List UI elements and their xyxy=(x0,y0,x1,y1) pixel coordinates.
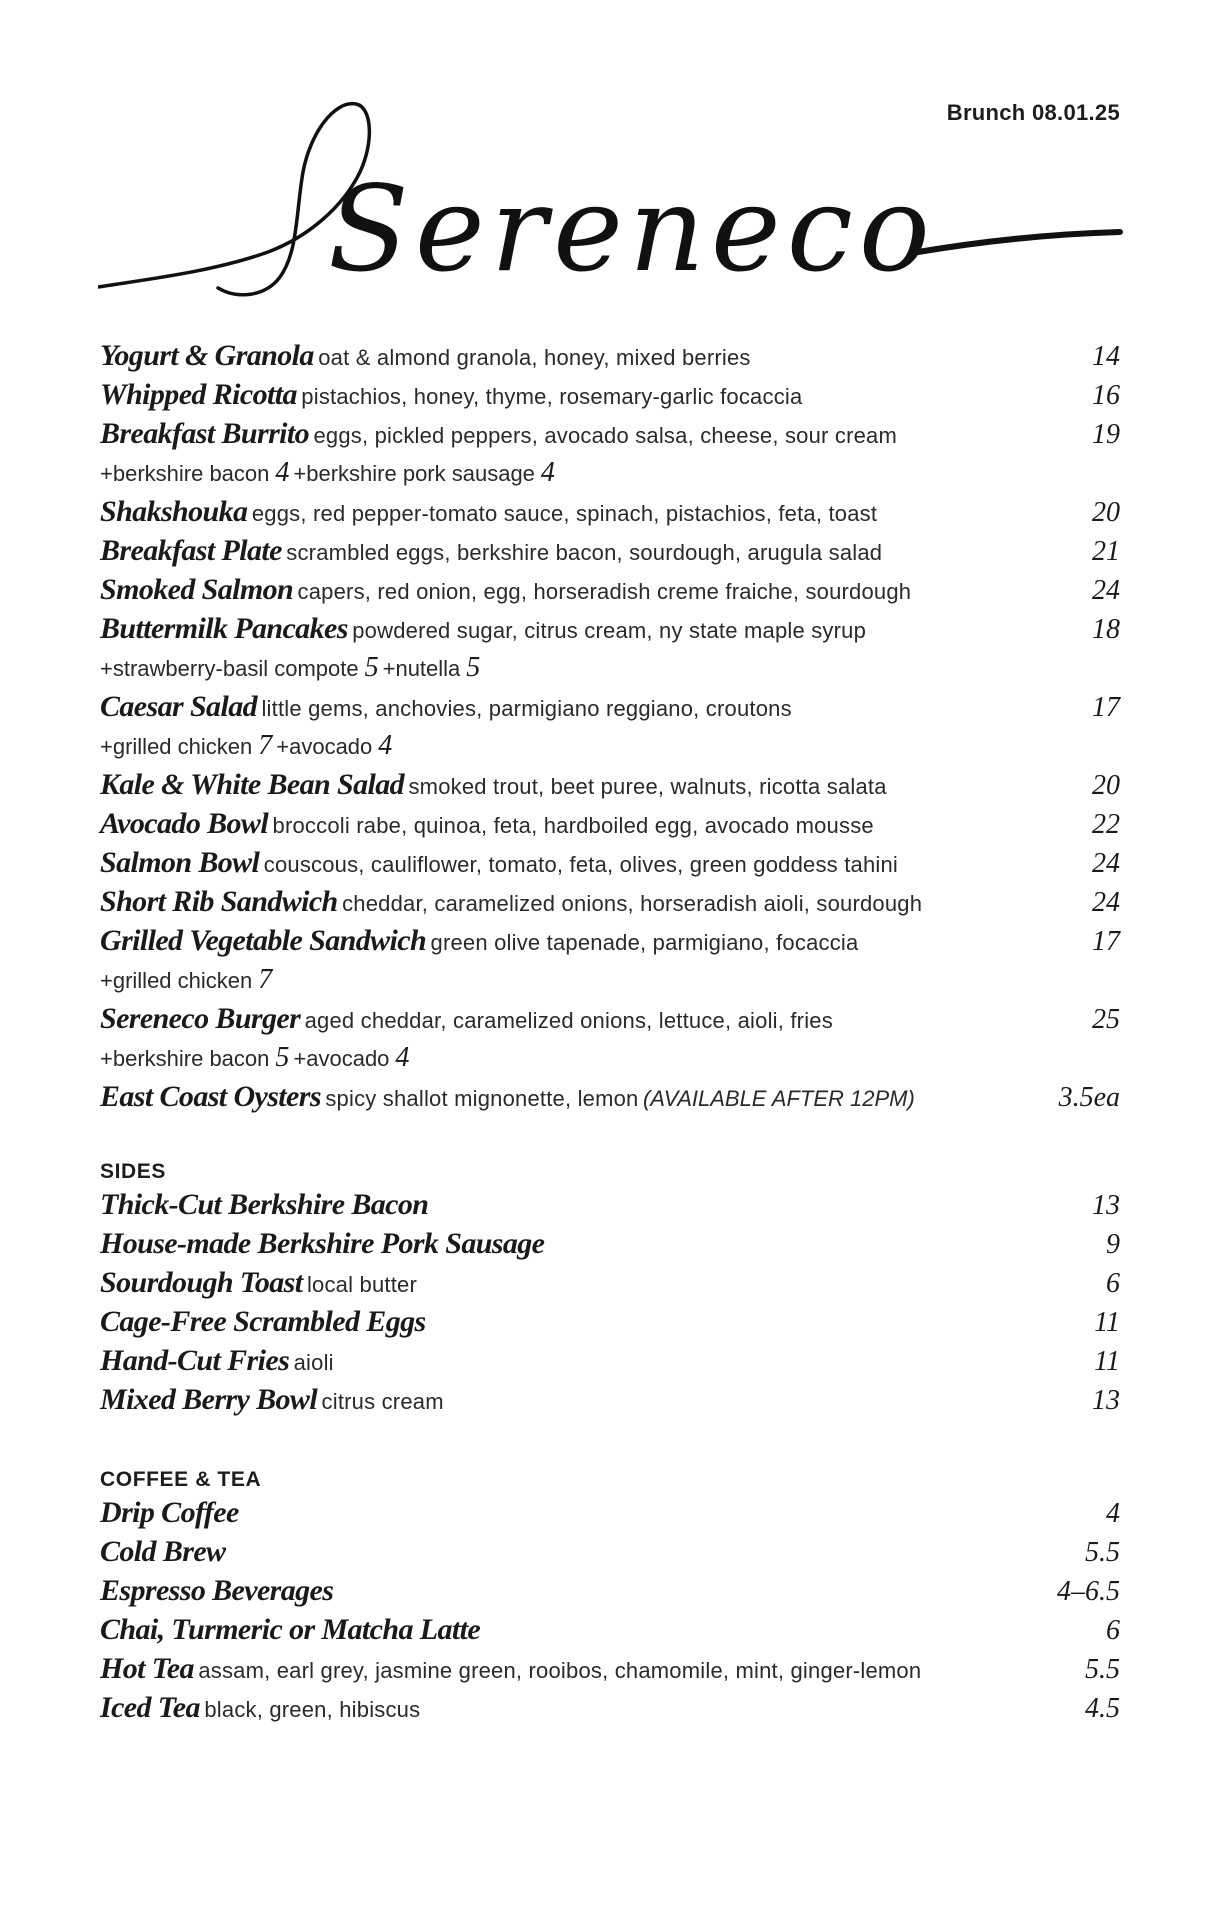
menu-item-line xyxy=(100,1652,921,1686)
addon-name: +berkshire bacon xyxy=(100,461,270,486)
menu-item-price: 5.5 xyxy=(1085,1537,1120,1568)
menu-item-addons xyxy=(100,964,1120,1003)
side-menu-item xyxy=(100,1345,1120,1384)
menu-item-name: Whipped Ricotta xyxy=(100,378,297,411)
menu-item-name: Avocado Bowl xyxy=(100,807,269,840)
menu-item-name: Sereneco Burger xyxy=(100,1002,301,1035)
menu-item-price: 24 xyxy=(1092,887,1120,918)
sides-menu-section xyxy=(100,1189,1120,1423)
menu-item-line xyxy=(100,690,792,724)
sereneco-logo xyxy=(98,92,1123,324)
menu-item-line xyxy=(100,1383,444,1417)
brunch-menu-item xyxy=(100,379,1120,418)
menu-item-price: 24 xyxy=(1092,575,1120,606)
menu-item-line xyxy=(100,573,911,607)
addon-line xyxy=(100,730,396,762)
addon-name: +grilled chicken xyxy=(100,734,253,759)
menu-item-line xyxy=(100,1496,239,1530)
menu-item-line xyxy=(100,1691,420,1725)
menu-item-name: Buttermilk Pancakes xyxy=(100,612,348,645)
menu-item-line xyxy=(100,1188,428,1222)
menu-item-description: scrambled eggs, berkshire bacon, sourdough, arugula salad xyxy=(286,540,883,565)
beverage-menu-item xyxy=(100,1653,1120,1692)
menu-item-description: green olive tapenade, parmigiano, focaccia xyxy=(430,930,859,955)
menu-item-description: cheddar, caramelized onions, horseradish aioli, sourdough xyxy=(342,891,923,916)
brunch-menu-item xyxy=(100,340,1120,379)
menu-item-addons xyxy=(100,1042,1120,1081)
menu-item-line xyxy=(100,768,887,802)
addon-line xyxy=(100,652,484,684)
menu-item-name: Breakfast Plate xyxy=(100,534,282,567)
beverage-menu-item xyxy=(100,1536,1120,1575)
menu-item-name: Yogurt & Granola xyxy=(100,339,314,372)
menu-item-line xyxy=(100,417,897,451)
menu-item-line xyxy=(100,1574,333,1608)
addon-name: +berkshire bacon xyxy=(100,1046,270,1071)
beverage-menu-item xyxy=(100,1692,1120,1731)
menu-item-price: 6 xyxy=(1106,1615,1120,1646)
menu-item-price: 16 xyxy=(1092,380,1120,411)
side-menu-item xyxy=(100,1267,1120,1306)
menu-item-description: couscous, cauliflower, tomato, feta, olives, green goddess tahini xyxy=(263,852,898,877)
menu-item-name: Sourdough Toast xyxy=(100,1266,303,1299)
menu-item-description: aged cheddar, caramelized onions, lettuce, aioli, fries xyxy=(304,1008,833,1033)
menu-item-price: 4 xyxy=(1106,1498,1120,1529)
menu-item-description: local butter xyxy=(306,1272,417,1297)
addon-name: +grilled chicken xyxy=(100,968,253,993)
brunch-menu-item xyxy=(100,574,1120,613)
menu-item-price: 14 xyxy=(1092,341,1120,372)
logo-wordmark: Sereneco xyxy=(328,160,936,298)
menu-item-line xyxy=(100,1613,480,1647)
menu-item-price: 25 xyxy=(1092,1004,1120,1035)
menu-item-price: 19 xyxy=(1092,419,1120,450)
menu-item-addons xyxy=(100,457,1120,496)
brunch-menu-item xyxy=(100,886,1120,925)
menu-item-line xyxy=(100,1227,544,1261)
menu-item-name: Chai, Turmeric or Matcha Latte xyxy=(100,1613,481,1646)
addon-line xyxy=(100,1042,413,1074)
sides-section-title: SIDES xyxy=(100,1160,167,1183)
menu-item-line xyxy=(100,1535,225,1569)
brunch-menu-item xyxy=(100,535,1120,574)
menu-item-description: eggs, pickled peppers, avocado salsa, cheese, sour cream xyxy=(313,423,897,448)
menu-item-name: Drip Coffee xyxy=(100,1496,239,1529)
brunch-menu-item xyxy=(100,496,1120,535)
menu-item-price: 5.5 xyxy=(1085,1654,1120,1685)
menu-item-line xyxy=(100,534,882,568)
addon-name: +nutella xyxy=(382,656,461,681)
menu-item-name: House-made Berkshire Pork Sausage xyxy=(100,1227,545,1260)
menu-item-price: 24 xyxy=(1092,848,1120,879)
menu-item-price: 22 xyxy=(1092,809,1120,840)
menu-item-line xyxy=(100,924,858,958)
menu-item-description: citrus cream xyxy=(321,1389,444,1414)
menu-item-name: Salmon Bowl xyxy=(100,846,260,879)
menu-item-line xyxy=(100,1002,833,1036)
coffee-tea-menu-section xyxy=(100,1497,1120,1731)
menu-date-label: Brunch 08.01.25 xyxy=(946,100,1120,125)
menu-item-price: 3.5ea xyxy=(1058,1082,1120,1113)
menu-item-description: assam, earl grey, jasmine green, rooibos, chamomile, mint, ginger-lemon xyxy=(198,1658,922,1683)
addon-price: 4 xyxy=(540,457,555,488)
menu-item-name: Grilled Vegetable Sandwich xyxy=(100,924,427,957)
menu-item-price: 6 xyxy=(1106,1268,1120,1299)
brunch-menu-item xyxy=(100,769,1120,808)
menu-item-description: smoked trout, beet puree, walnuts, ricotta salata xyxy=(408,774,887,799)
menu-item-description: pistachios, honey, thyme, rosemary-garlic focaccia xyxy=(301,384,803,409)
brunch-menu-section xyxy=(100,340,1120,1120)
brunch-menu-item xyxy=(100,808,1120,847)
brunch-menu-item xyxy=(100,1081,1120,1120)
menu-item-description: aioli xyxy=(293,1350,334,1375)
addon-price: 4 xyxy=(275,457,290,488)
addon-line xyxy=(100,457,559,489)
menu-item-name: Mixed Berry Bowl xyxy=(100,1383,318,1416)
addon-name: +berkshire pork sausage xyxy=(293,461,535,486)
brunch-menu-item xyxy=(100,418,1120,457)
side-menu-item xyxy=(100,1306,1120,1345)
menu-item-price: 4–6.5 xyxy=(1057,1576,1120,1607)
addon-name: +avocado xyxy=(293,1046,390,1071)
menu-item-description: little gems, anchovies, parmigiano reggiano, croutons xyxy=(261,696,792,721)
menu-item-availability-note: (AVAILABLE AFTER 12PM) xyxy=(642,1086,915,1111)
menu-item-name: Iced Tea xyxy=(100,1691,200,1724)
menu-item-addons xyxy=(100,730,1120,769)
brunch-menu-item xyxy=(100,691,1120,730)
menu-item-name: Espresso Beverages xyxy=(100,1574,334,1607)
menu-item-line xyxy=(100,339,751,373)
menu-item-price: 11 xyxy=(1094,1346,1120,1377)
menu-item-name: Hot Tea xyxy=(100,1652,194,1685)
menu-item-name: Caesar Salad xyxy=(100,690,257,723)
menu-item-description: broccoli rabe, quinoa, feta, hardboiled egg, avocado mousse xyxy=(272,813,874,838)
side-menu-item xyxy=(100,1228,1120,1267)
menu-item-line xyxy=(100,846,898,880)
brunch-menu-item xyxy=(100,1003,1120,1042)
menu-item-name: East Coast Oysters xyxy=(100,1080,321,1113)
menu-item-description: oat & almond granola, honey, mixed berries xyxy=(318,345,751,370)
menu-item-name: Smoked Salmon xyxy=(100,573,294,606)
menu-item-price: 20 xyxy=(1092,770,1120,801)
menu-item-price: 21 xyxy=(1092,536,1120,567)
side-menu-item xyxy=(100,1384,1120,1423)
menu-item-description: capers, red onion, egg, horseradish creme fraiche, sourdough xyxy=(297,579,912,604)
addon-price: 4 xyxy=(378,730,393,761)
menu-item-name: Shakshouka xyxy=(100,495,248,528)
menu-item-name: Breakfast Burrito xyxy=(100,417,310,450)
coffee-tea-section-title: COFFEE & TEA xyxy=(100,1468,262,1491)
menu-item-line xyxy=(100,1305,426,1339)
addon-price: 7 xyxy=(258,730,273,761)
menu-item-line xyxy=(100,807,874,841)
addon-price: 5 xyxy=(275,1042,290,1073)
menu-item-price: 9 xyxy=(1106,1229,1120,1260)
menu-item-price: 17 xyxy=(1092,692,1120,723)
menu-item-name: Cold Brew xyxy=(100,1535,226,1568)
addon-name: +avocado xyxy=(276,734,373,759)
addon-name: +strawberry-basil compote xyxy=(100,656,359,681)
menu-item-name: Short Rib Sandwich xyxy=(100,885,338,918)
addon-price: 5 xyxy=(466,652,481,683)
menu-item-price: 13 xyxy=(1092,1385,1120,1416)
menu-item-description: black, green, hibiscus xyxy=(204,1697,421,1722)
brunch-menu-item xyxy=(100,613,1120,652)
menu-item-description: spicy shallot mignonette, lemon xyxy=(325,1086,639,1111)
logo-swash-right xyxy=(918,232,1120,252)
menu-item-line xyxy=(100,378,802,412)
menu-item-line xyxy=(100,1080,915,1114)
menu-item-description: eggs, red pepper-tomato sauce, spinach, pistachios, feta, toast xyxy=(251,501,878,526)
menu-item-price: 13 xyxy=(1092,1190,1120,1221)
brunch-menu-item xyxy=(100,925,1120,964)
menu-item-description: powdered sugar, citrus cream, ny state maple syrup xyxy=(352,618,867,643)
menu-item-name: Kale & White Bean Salad xyxy=(100,768,405,801)
addon-price: 4 xyxy=(395,1042,410,1073)
menu-item-price: 17 xyxy=(1092,926,1120,957)
addon-price: 7 xyxy=(258,964,273,995)
brunch-menu-item xyxy=(100,847,1120,886)
menu-item-name: Cage-Free Scrambled Eggs xyxy=(100,1305,426,1338)
addon-line xyxy=(100,964,276,996)
menu-item-line xyxy=(100,1344,334,1378)
addon-price: 5 xyxy=(364,652,379,683)
menu-item-name: Hand-Cut Fries xyxy=(100,1344,290,1377)
menu-item-price: 11 xyxy=(1094,1307,1120,1338)
menu-item-price: 18 xyxy=(1092,614,1120,645)
side-menu-item xyxy=(100,1189,1120,1228)
menu-item-price: 20 xyxy=(1092,497,1120,528)
beverage-menu-item xyxy=(100,1614,1120,1653)
beverage-menu-item xyxy=(100,1575,1120,1614)
beverage-menu-item xyxy=(100,1497,1120,1536)
logo-script-graphic xyxy=(98,92,1123,324)
menu-item-name: Thick-Cut Berkshire Bacon xyxy=(100,1188,429,1221)
menu-item-line xyxy=(100,495,877,529)
menu-item-price: 4.5 xyxy=(1085,1693,1120,1724)
menu-item-line xyxy=(100,885,922,919)
menu-item-line xyxy=(100,612,866,646)
menu-item-line xyxy=(100,1266,417,1300)
menu-item-addons xyxy=(100,652,1120,691)
